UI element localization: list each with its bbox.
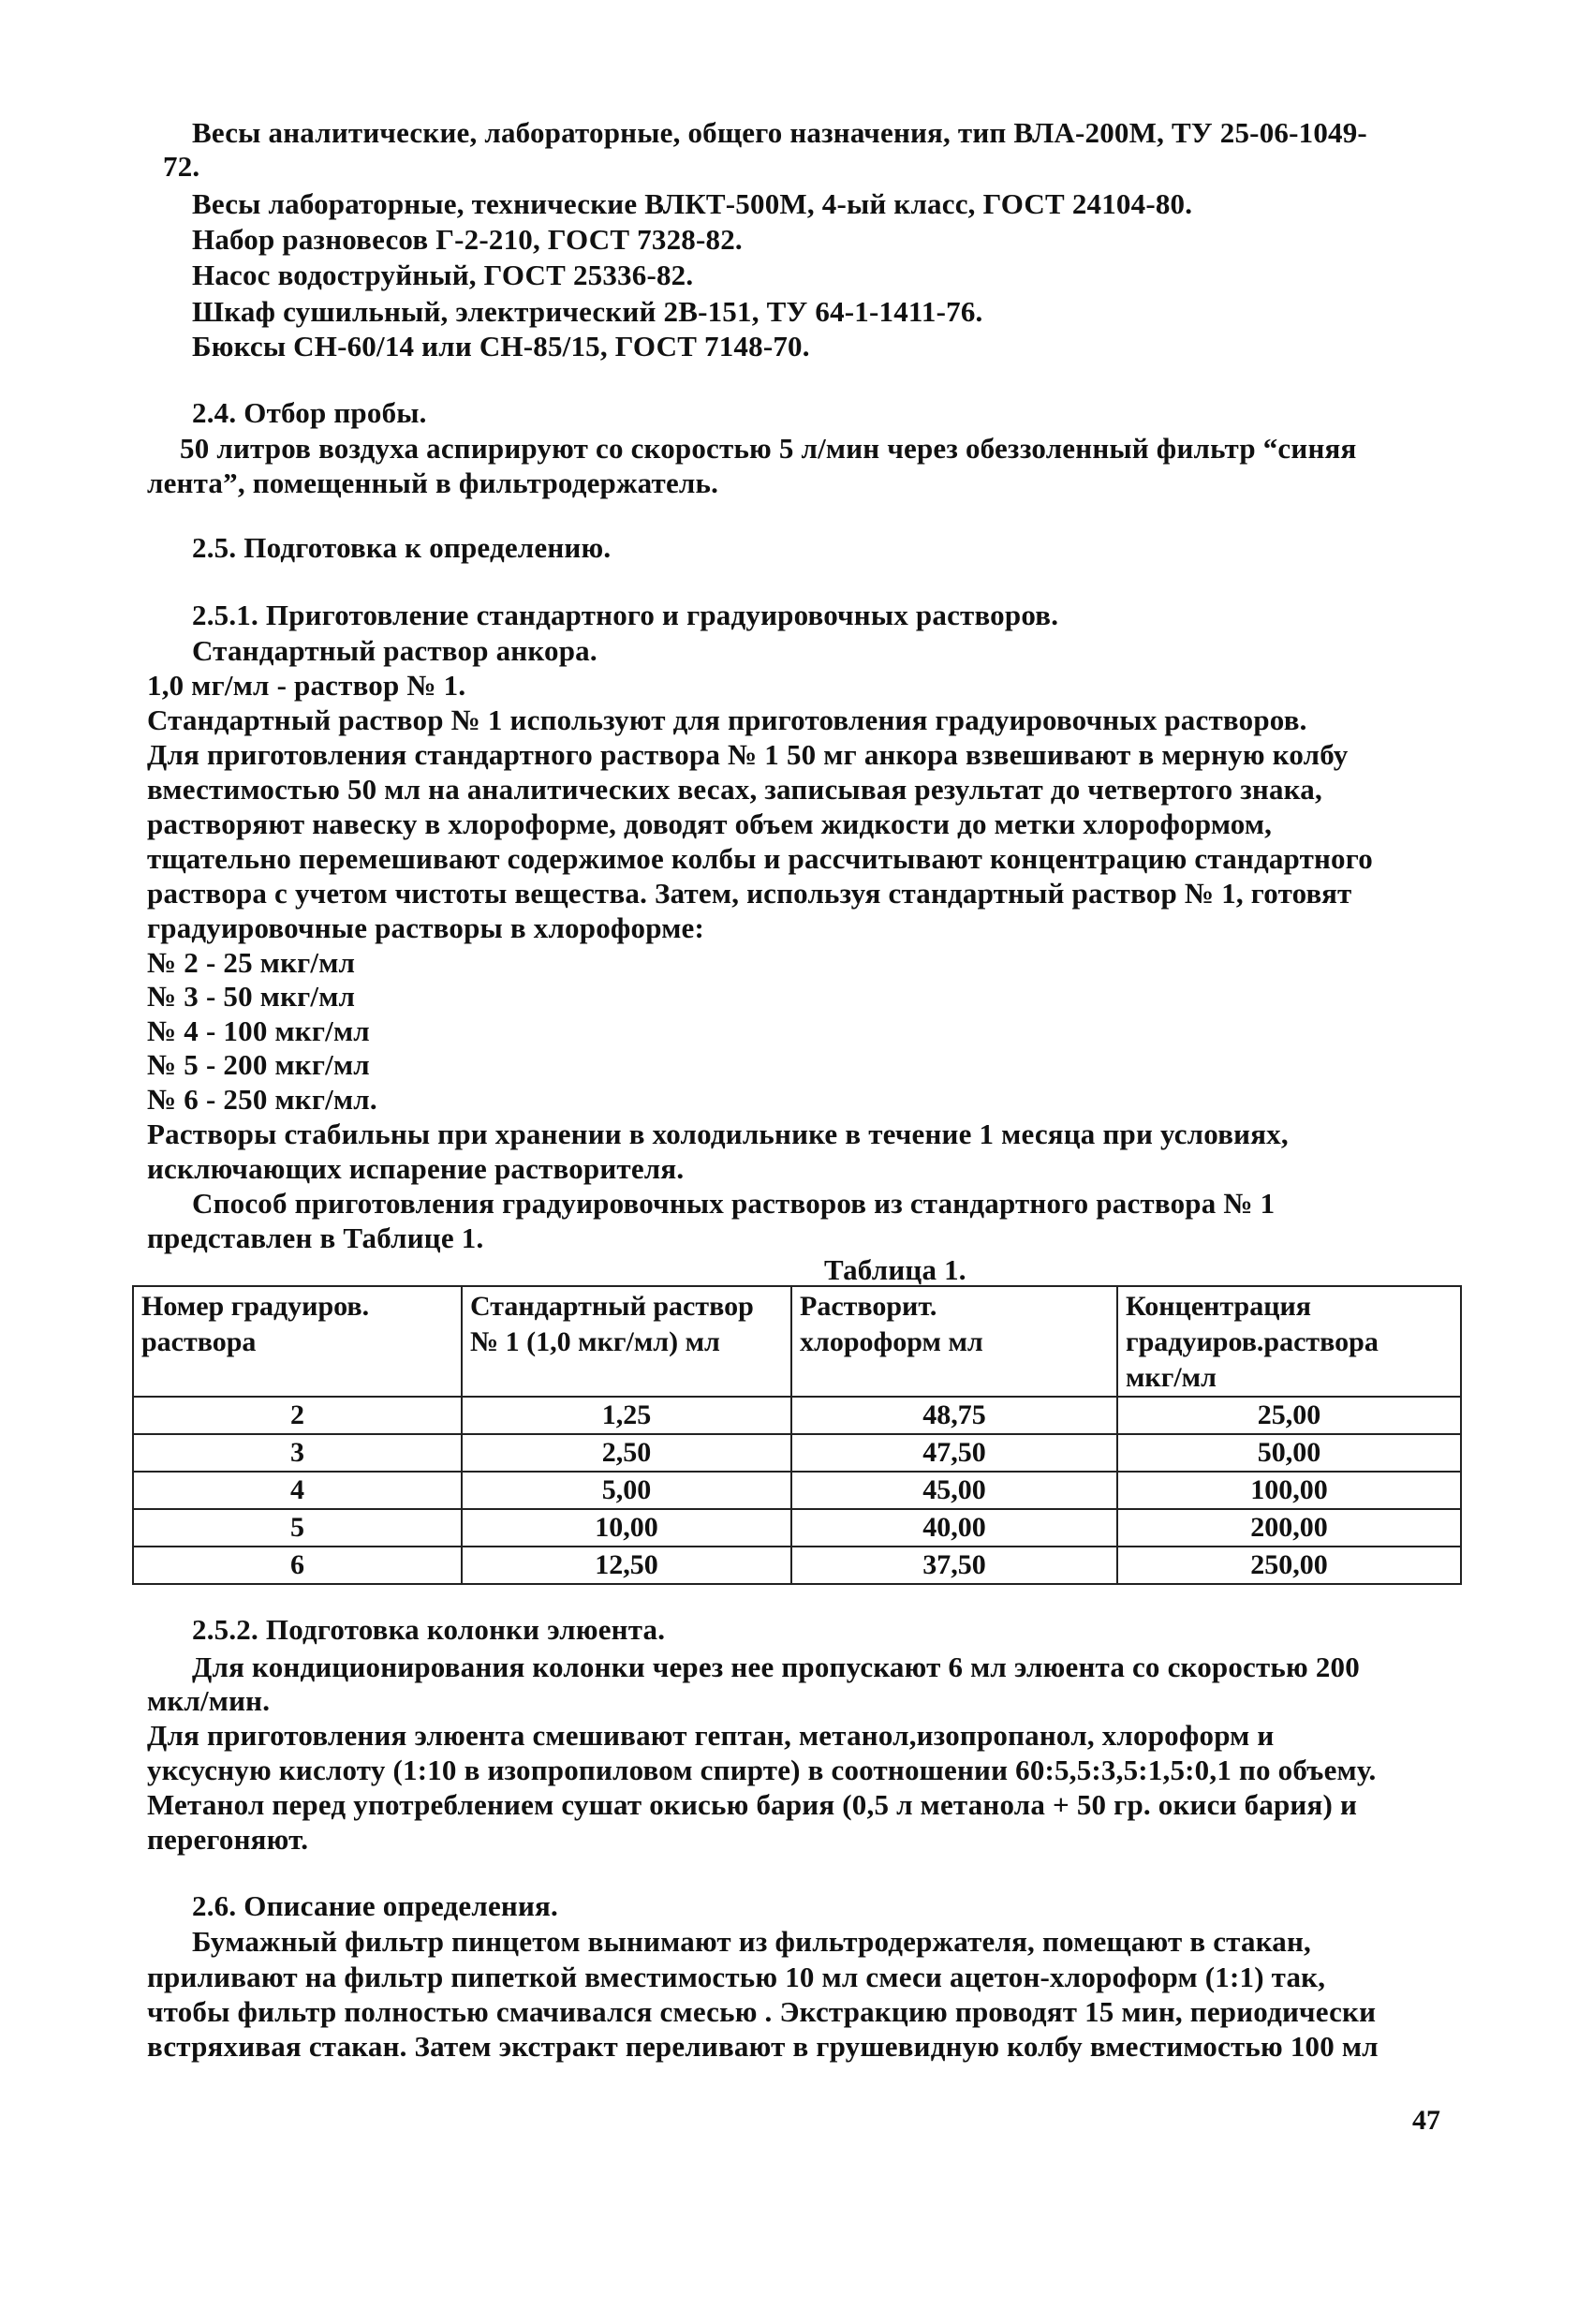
text-line: Весы аналитические, лабораторные, общего назначения, тип ВЛА-200М, ТУ 25-06-1049-: [192, 116, 1367, 149]
table-header-row: [133, 1286, 1461, 1397]
table-cell: 6: [133, 1547, 462, 1584]
text-line: 50 литров воздуха аспирируют со скоростью 5 л/мин через обеззоленный фильтр “синяя: [180, 432, 1357, 465]
table-cell: 10,00: [462, 1509, 791, 1547]
header-line: мкг/мл: [1126, 1362, 1217, 1393]
text-line: Весы лабораторные, технические ВЛКТ-500М, 4-ый класс, ГОСТ 24104-80.: [192, 187, 1193, 220]
text-line: № 4 - 100 мкг/мл: [147, 1014, 370, 1047]
page-number: 47: [1412, 2105, 1440, 2136]
text-line: 72.: [163, 150, 200, 183]
text-line: вместимостью 50 мл на аналитических весах, записывая результат до четвертого знака,: [147, 773, 1322, 806]
text-line: лента”, помещенный в фильтродержатель.: [147, 466, 719, 499]
text-line: Для приготовления элюента смешивают гептан, метанол,изопропанол, хлороформ и: [147, 1719, 1275, 1752]
text-line: Набор разновесов Г-2-210, ГОСТ 7328-82.: [192, 223, 743, 256]
column-header: [1117, 1286, 1461, 1397]
calibration-table: [132, 1285, 1462, 1585]
table-cell: 3: [133, 1434, 462, 1472]
table-cell: 250,00: [1117, 1547, 1461, 1584]
column-header: [462, 1286, 791, 1397]
text-line: Бумажный фильтр пинцетом вынимают из фильтродержателя, помещают в стакан,: [192, 1925, 1311, 1958]
text-line: Растворы стабильны при хранении в холодильнике в течение 1 месяца при условиях,: [147, 1118, 1289, 1150]
text-line: № 3 - 50 мкг/мл: [147, 980, 356, 1013]
header-line: Растворит.: [800, 1291, 937, 1322]
header-line: Номер градуиров.: [141, 1291, 370, 1322]
table-cell: 12,50: [462, 1547, 791, 1584]
header-line: Концентрация: [1126, 1291, 1312, 1322]
table-row: [133, 1472, 1461, 1509]
header-line: Стандартный раствор: [470, 1291, 754, 1322]
table-row: [133, 1434, 1461, 1472]
table-cell: 50,00: [1117, 1434, 1461, 1472]
text-line: представлен в Таблице 1.: [147, 1221, 484, 1254]
table-cell: 4: [133, 1472, 462, 1509]
text-line: приливают на фильтр пипеткой вместимостью 10 мл смеси ацетон-хлороформ (1:1) так,: [147, 1961, 1326, 1993]
column-header: [133, 1286, 462, 1397]
table-cell: 48,75: [791, 1397, 1117, 1434]
text-line: встряхивая стакан. Затем экстракт переливают в грушевидную колбу вместимостью 100 мл: [147, 2030, 1379, 2063]
header-line: раствора: [141, 1326, 257, 1357]
header-line: хлороформ мл: [800, 1326, 983, 1357]
table-cell: 2,50: [462, 1434, 791, 1472]
text-line: исключающих испарение растворителя.: [147, 1152, 685, 1185]
text-line: уксусную кислоту (1:10 в изопропиловом спирте) в соотношении 60:5,5:3,5:1,5:0,1 по объему.: [147, 1754, 1377, 1786]
header-line: № 1 (1,0 мкг/мл) мл: [470, 1326, 720, 1357]
table-cell: 40,00: [791, 1509, 1117, 1547]
table-cell: 47,50: [791, 1434, 1117, 1472]
text-line: № 2 - 25 мкг/мл: [147, 946, 356, 979]
table-cell: 2: [133, 1397, 462, 1434]
text-line: раствора с учетом чистоты вещества. Затем, используя стандартный раствор № 1, готовят: [147, 877, 1352, 910]
table-cell: 25,00: [1117, 1397, 1461, 1434]
text-line: № 6 - 250 мкг/мл.: [147, 1083, 377, 1116]
column-header: [791, 1286, 1117, 1397]
text-line: градуировочные растворы в хлороформе:: [147, 911, 705, 944]
table-cell: 1,25: [462, 1397, 791, 1434]
text-line: 1,0 мг/мл - раствор № 1.: [147, 669, 466, 702]
text-line: № 5 - 200 мкг/мл: [147, 1048, 370, 1081]
text-line: перегоняют.: [147, 1823, 309, 1856]
table-cell: 5: [133, 1509, 462, 1547]
text-line: Для приготовления стандартного раствора № 1 50 мг анкора взвешивают в мерную колбу: [147, 738, 1349, 771]
table-cell: 45,00: [791, 1472, 1117, 1509]
header-line: градуиров.раствора: [1126, 1326, 1379, 1357]
table-row: [133, 1397, 1461, 1434]
section-heading: 2.5.1. Приготовление стандартного и градуировочных растворов.: [192, 599, 1059, 631]
section-heading: 2.5. Подготовка к определению.: [192, 531, 612, 564]
section-heading: 2.5.2. Подготовка колонки элюента.: [192, 1613, 666, 1646]
table-cell: 200,00: [1117, 1509, 1461, 1547]
text-line: мкл/мин.: [147, 1684, 271, 1717]
table-cell: 100,00: [1117, 1472, 1461, 1509]
section-heading: 2.6. Описание определения.: [192, 1889, 558, 1922]
text-line: чтобы фильтр полностью смачивался смесью . Экстракцию проводят 15 мин, периодически: [147, 1995, 1377, 2028]
text-line: Метанол перед употреблением сушат окисью бария (0,5 л метанола + 50 гр. окиси бария) и: [147, 1788, 1357, 1821]
text-line: тщательно перемешивают содержимое колбы и рассчитывают концентрацию стандартного: [147, 842, 1373, 875]
table-row: [133, 1547, 1461, 1584]
text-line: Стандартный раствор анкора.: [192, 634, 597, 667]
table-cell: 5,00: [462, 1472, 791, 1509]
text-line: Шкаф сушильный, электрический 2В-151, ТУ 64-1-1411-76.: [192, 295, 983, 328]
text-line: Для кондиционирования колонки через нее пропускают 6 мл элюента со скоростью 200: [192, 1650, 1360, 1683]
text-line: растворяют навеску в хлороформе, доводят объем жидкости до метки хлороформом,: [147, 807, 1273, 840]
text-line: Насос водоструйный, ГОСТ 25336-82.: [192, 259, 694, 291]
table-cell: 37,50: [791, 1547, 1117, 1584]
text-line: Бюксы СН-60/14 или СН-85/15, ГОСТ 7148-70.: [192, 330, 810, 363]
text-line: Способ приготовления градуировочных растворов из стандартного раствора № 1: [192, 1187, 1276, 1220]
table-caption: Таблица 1.: [824, 1253, 966, 1286]
table-row: [133, 1509, 1461, 1547]
text-line: Стандартный раствор № 1 используют для приготовления градуировочных растворов.: [147, 703, 1307, 736]
section-heading: 2.4. Отбор пробы.: [192, 396, 427, 429]
